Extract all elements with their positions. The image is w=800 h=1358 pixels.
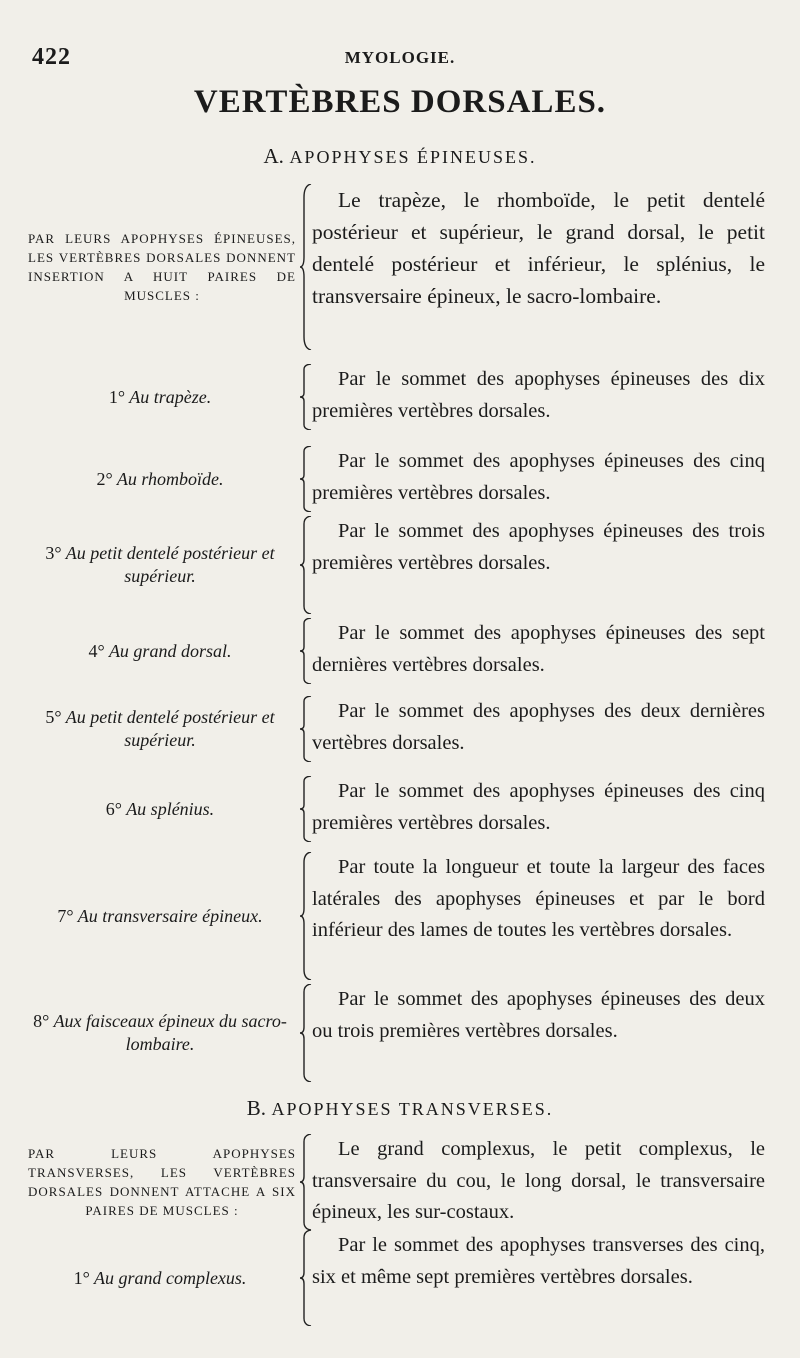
intro-label: PAR LEURS APOPHYSES ÉPINEUSES, LES VERTÈBRES DORSALES DONNENT INSERTION A HUIT PAIRES DE MUSCLES : bbox=[28, 231, 296, 303]
brace bbox=[299, 446, 313, 512]
entry-name: Au rhomboïde. bbox=[116, 468, 224, 489]
section-b-heading bbox=[0, 1096, 800, 1121]
brace bbox=[299, 364, 313, 430]
muscle-name bbox=[20, 446, 300, 512]
muscle-name bbox=[20, 618, 300, 684]
muscle-name bbox=[20, 776, 300, 842]
muscle-entry bbox=[20, 364, 765, 430]
entry-name: Aux faisceaux épineux du sacro-lombaire. bbox=[53, 1011, 287, 1054]
entry-text: Par le sommet des apophyses épineuses des trois premières vertèbres dorsales. bbox=[312, 520, 765, 574]
section-heading-text: APOPHYSES TRANSVERSES. bbox=[271, 1099, 554, 1119]
page-header bbox=[30, 44, 770, 74]
entry-number: 8° bbox=[33, 1011, 50, 1031]
entry-number: 3° bbox=[45, 543, 62, 563]
muscle-entry bbox=[20, 776, 765, 842]
muscle-entry bbox=[20, 516, 765, 614]
brace bbox=[299, 984, 313, 1082]
entry-number: 2° bbox=[96, 468, 113, 489]
entry-name: Au petit dentelé postérieur et supérieur. bbox=[65, 707, 275, 750]
muscle-entry bbox=[20, 618, 765, 684]
muscle-entry bbox=[20, 1230, 765, 1326]
entry-name: Au trapèze. bbox=[129, 386, 212, 407]
entry-number: 4° bbox=[88, 640, 105, 661]
muscle-name bbox=[20, 852, 300, 980]
entry-text: Par le sommet des apophyses des deux dernières vertèbres dorsales. bbox=[312, 700, 765, 754]
intro-text: Le grand complexus, le petit complexus, le transversaire du cou, le long dorsal, le transversaire épineux, les sur-costaux. bbox=[312, 1138, 765, 1223]
intro-label: PAR LEURS APOPHYSES TRANSVERSES, LES VERTÈBRES DORSALES DONNENT ATTACHE A SIX PAIRES DE MUSCLES : bbox=[28, 1146, 296, 1218]
entry-text: Par le sommet des apophyses épineuses des deux ou trois premières vertèbres dorsales. bbox=[312, 988, 765, 1042]
entry-name: Au petit dentelé postérieur et supérieur. bbox=[65, 543, 275, 586]
entry-name: Au splénius. bbox=[126, 798, 215, 819]
brace bbox=[299, 852, 313, 980]
running-head: MYOLOGIE. bbox=[344, 48, 456, 67]
entry-number: 1° bbox=[108, 386, 126, 407]
muscle-name bbox=[20, 364, 300, 430]
brace bbox=[299, 618, 313, 684]
section-heading-text: APOPHYSES ÉPINEUSES. bbox=[289, 147, 537, 167]
entry-number: 7° bbox=[57, 905, 74, 926]
muscle-entry bbox=[20, 446, 765, 512]
entry-text: Par le sommet des apophyses épineuses des cinq premières vertèbres dorsales. bbox=[312, 780, 765, 834]
muscle-name bbox=[20, 984, 300, 1082]
entry-text: Par le sommet des apophyses épineuses des sept dernières vertèbres dorsales. bbox=[312, 622, 765, 676]
brace bbox=[299, 184, 313, 350]
brace bbox=[299, 516, 313, 614]
entry-number: 1° bbox=[73, 1267, 90, 1288]
intro-text: Le trapèze, le rhomboïde, le petit dentelé postérieur et supérieur, le grand dorsal, le petit dentelé postérieur et inférieur, le splénius, le transversaire épineux, le sacro-lombaire. bbox=[312, 188, 765, 308]
brace bbox=[299, 776, 313, 842]
entry-number: 6° bbox=[105, 798, 122, 819]
entry-text: Par le sommet des apophyses épineuses des dix premières vertèbres dorsales. bbox=[312, 368, 765, 422]
section-a-intro bbox=[20, 184, 765, 350]
section-letter: A. bbox=[263, 144, 284, 168]
entry-name: Au grand dorsal. bbox=[108, 640, 232, 661]
entry-number: 5° bbox=[45, 707, 62, 727]
entry-text: Par le sommet des apophyses transverses des cinq, six et même sept premières vertèbres dorsales. bbox=[312, 1234, 765, 1288]
section-a-heading bbox=[0, 144, 800, 169]
muscle-name bbox=[20, 1230, 300, 1326]
muscle-name bbox=[20, 696, 300, 762]
chapter-title: VERTÈBRES DORSALES. bbox=[193, 84, 607, 120]
section-b-intro bbox=[20, 1134, 765, 1230]
muscle-entry bbox=[20, 984, 765, 1082]
muscle-name bbox=[20, 516, 300, 614]
page-number: 422 bbox=[32, 44, 71, 70]
muscle-entry bbox=[20, 696, 765, 762]
entry-text: Par toute la longueur et toute la largeur des faces latérales des apophyses épineuses et par le bord inférieur des lames de toutes les vertèbres dorsales. bbox=[312, 856, 765, 941]
muscle-entry bbox=[20, 852, 765, 980]
brace bbox=[299, 1134, 313, 1230]
brace bbox=[299, 1230, 313, 1326]
entry-name: Au grand complexus. bbox=[93, 1267, 247, 1288]
section-letter: B. bbox=[246, 1096, 266, 1120]
entry-text: Par le sommet des apophyses épineuses des cinq premières vertèbres dorsales. bbox=[312, 450, 765, 504]
entry-name: Au transversaire épineux. bbox=[77, 905, 263, 926]
brace bbox=[299, 696, 313, 762]
